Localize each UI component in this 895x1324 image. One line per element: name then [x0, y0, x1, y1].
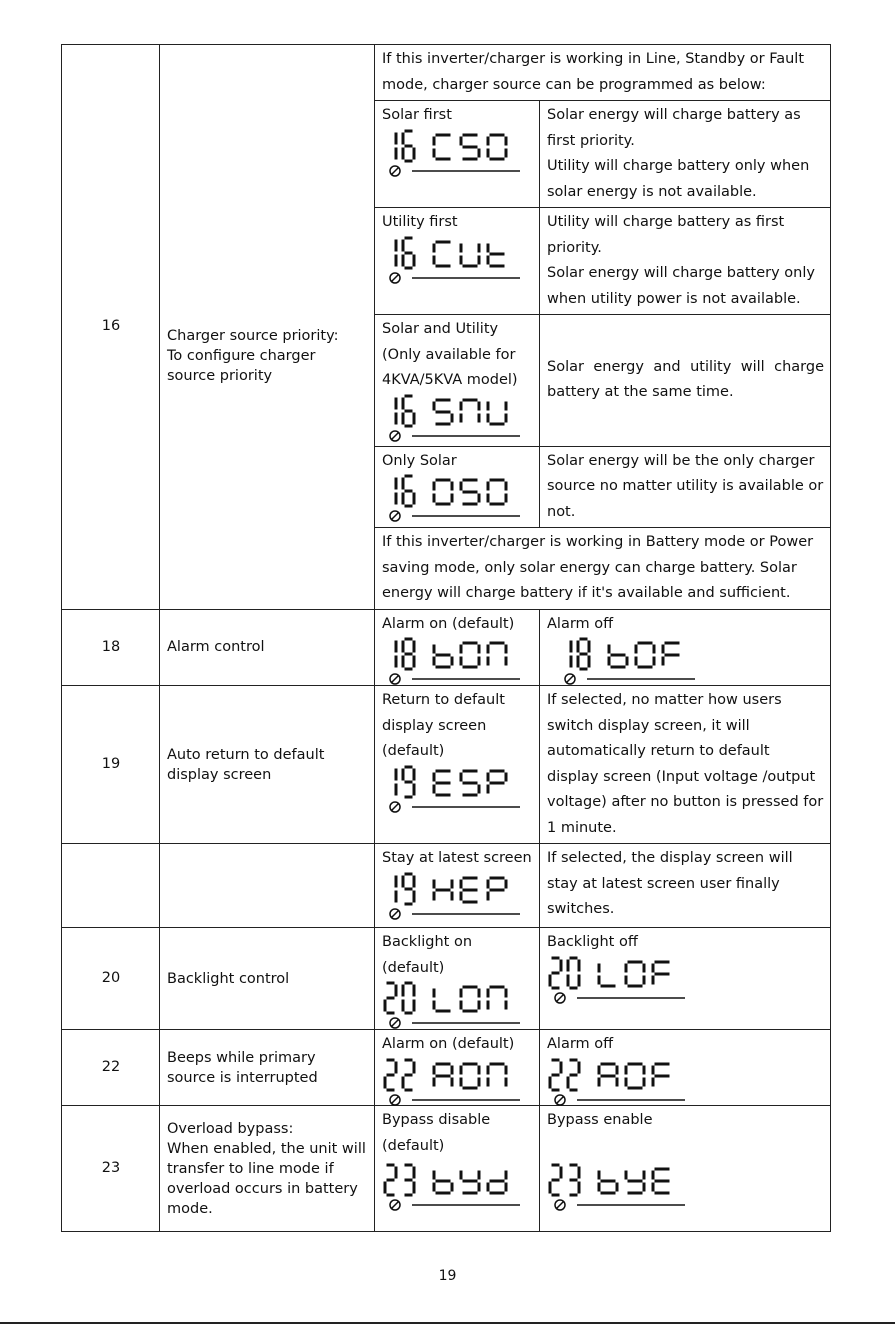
option-cell — [375, 1030, 540, 1106]
option-label: Bypass enable — [547, 1112, 653, 1128]
lcd-segments — [547, 956, 697, 1006]
option-explanation: Solar energy will be the only charger source no matter utility is available or not. — [540, 446, 831, 528]
lcd-segments — [382, 474, 532, 524]
lcd-segments — [382, 394, 532, 444]
lcd-segments — [382, 872, 532, 922]
option-label: Utility first — [382, 214, 458, 230]
option-explanation: If selected, no matter how users switch display screen, it will automatically return to default display screen (Input voltage /output voltage) after no button is pressed for 1 minute. — [540, 686, 831, 844]
outro-text: If this inverter/charger is working in Battery mode or Power saving mode, only solar energy can charge battery. Solar energy will charge battery if it's available and sufficient. — [375, 528, 831, 610]
option-cell — [375, 928, 540, 1030]
lcd-display — [382, 1163, 533, 1215]
setting-description: Beeps while primary source is interrupted — [160, 1030, 375, 1106]
option-label: Backlight on (default) — [382, 934, 473, 976]
empty-cell — [62, 844, 160, 928]
option-label: Return to default display screen (default) — [382, 692, 505, 759]
option-cell — [375, 208, 540, 315]
lcd-segments — [547, 1163, 697, 1213]
setting-description: Alarm control — [160, 609, 375, 686]
setting-description: Overload bypass: When enabled, the unit will transfer to line mode if overload occurs in battery mode. — [160, 1106, 375, 1232]
setting-description-text: Charger source priority: To configure charger source priority — [167, 327, 339, 384]
option-cell — [540, 1106, 831, 1232]
lcd-display — [382, 637, 533, 683]
lcd-segments — [382, 129, 532, 179]
option-explanation: Solar energy will charge battery as first priority. Utility will charge battery only when solar energy is not available. — [540, 101, 831, 208]
option-label: Stay at latest screen — [382, 850, 532, 866]
lcd-segments — [382, 637, 532, 687]
setting-number: 18 — [62, 609, 160, 686]
option-label: Solar first — [382, 107, 452, 123]
setting-number: 23 — [62, 1106, 160, 1232]
lcd-display — [547, 956, 824, 1002]
lcd-display — [382, 981, 533, 1027]
lcd-display — [557, 637, 824, 683]
page-number: 19 — [438, 1268, 457, 1284]
setting-number: 20 — [62, 928, 160, 1030]
option-cell — [540, 609, 831, 686]
lcd-display — [382, 129, 533, 187]
option-cell — [375, 315, 540, 447]
option-cell — [375, 446, 540, 528]
lcd-segments — [547, 1058, 697, 1108]
option-label: Only Solar — [382, 452, 457, 469]
setting-description: Backlight control — [160, 928, 375, 1030]
lcd-display — [382, 394, 533, 444]
option-cell — [375, 844, 540, 928]
lcd-segments — [382, 765, 532, 815]
option-cell — [540, 928, 831, 1030]
setting-number: 22 — [62, 1030, 160, 1106]
lcd-segments — [382, 1058, 532, 1108]
setting-description — [160, 45, 375, 610]
option-label: Backlight off — [547, 934, 638, 950]
setting-number: 16 — [62, 45, 160, 610]
lcd-display — [382, 872, 533, 924]
option-label: Alarm on (default) — [382, 615, 515, 632]
lcd-display — [382, 236, 533, 294]
setting-description: Auto return to default display screen — [160, 686, 375, 844]
intro-text: If this inverter/charger is working in Line, Standby or Fault mode, charger source can be programmed as below: — [375, 45, 831, 101]
lcd-display — [382, 1058, 533, 1102]
option-label: Alarm off — [547, 1036, 614, 1052]
option-cell — [375, 609, 540, 686]
option-label: Alarm on (default) — [382, 1036, 515, 1052]
option-explanation: If selected, the display screen will stay at latest screen user finally switches. — [540, 844, 831, 928]
lcd-display — [547, 1058, 824, 1102]
empty-cell — [160, 844, 375, 928]
lcd-display — [382, 474, 533, 520]
setting-number: 19 — [62, 686, 160, 844]
option-label: Alarm off — [547, 615, 614, 632]
lcd-segments — [382, 236, 532, 286]
lcd-display — [382, 765, 533, 817]
option-explanation: Utility will charge battery as first priority. Solar energy will charge battery only when utility power is not available. — [540, 208, 831, 315]
option-cell — [540, 1030, 831, 1106]
option-label: Bypass disable (default) — [382, 1112, 491, 1154]
option-cell — [375, 686, 540, 844]
option-cell — [375, 101, 540, 208]
lcd-segments — [382, 1163, 532, 1213]
option-cell — [375, 1106, 540, 1232]
settings-table — [61, 44, 831, 1232]
option-label: Solar and Utility (Only available for 4KVA/5KVA model) — [382, 321, 518, 388]
lcd-segments — [557, 637, 707, 687]
option-explanation: Solar energy and utility will charge battery at the same time. — [540, 315, 831, 447]
lcd-segments — [382, 981, 532, 1031]
lcd-display — [547, 1163, 824, 1215]
